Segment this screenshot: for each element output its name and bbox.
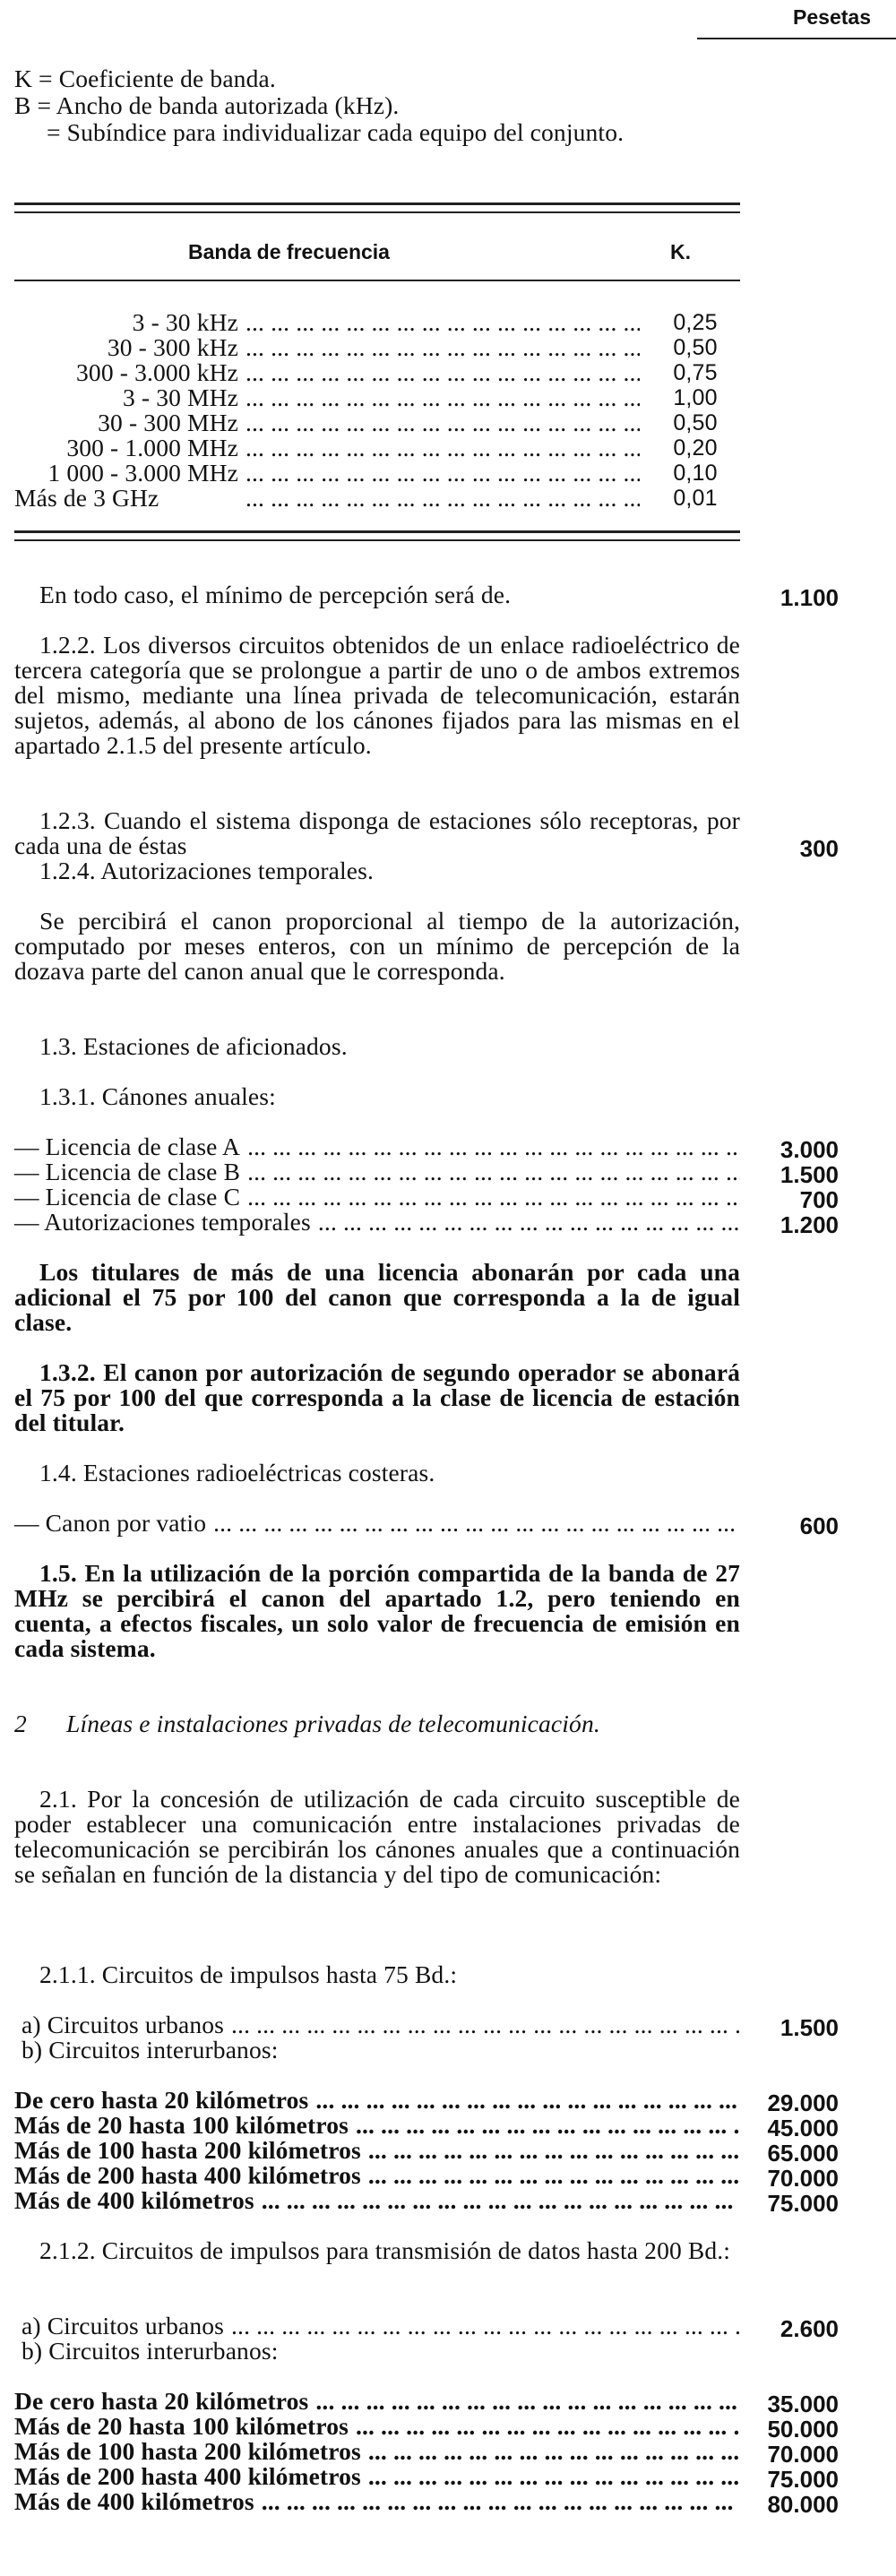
price-75-200-400: 70.000 — [767, 2165, 839, 2192]
table-row: De cero hasta 20 kilómetros ... . — [14, 2088, 740, 2113]
price-75-0-20: 29.000 — [767, 2089, 839, 2116]
heading-2-1-2: 2.1.2. Circuitos de impulsos para transmisión de datos hasta 200 Bd.: — [39, 2236, 731, 2264]
section-2-title: Líneas e instalaciones privadas de telecomunicación. — [66, 1710, 600, 1737]
price-urbanos-75: 1.500 — [780, 2014, 839, 2041]
heading-1-4: 1.4. Estaciones radioeléctricas costeras. — [39, 1459, 435, 1486]
heading-1-2-4: 1.2.4. Autorizaciones temporales. — [39, 857, 375, 884]
table-row: Más de 400 kilómetros ... . — [14, 2188, 740, 2213]
table-top-rule — [14, 202, 740, 213]
table-bottom-rule — [14, 530, 740, 541]
table-row: 1 000 - 3.000 MHz ... . 0,10 — [14, 461, 740, 486]
price-200-400: 80.000 — [767, 2491, 839, 2518]
table-row: 3 - 30 MHz ... . 1,00 — [14, 385, 740, 410]
list-item: — Canon por vatio ... . — [14, 1511, 740, 1536]
table-row: Más de 100 hasta 200 kilómetros ... . — [14, 2138, 740, 2163]
table-row: 300 - 1.000 MHz ... . 0,20 — [14, 435, 740, 461]
minimum-price: 1.100 — [780, 584, 839, 611]
legend-k: K = Coeficiente de banda. — [14, 65, 276, 92]
paragraph-1-2-4: Se percibirá el canon proporcional al tiempo de la autorización, computado por meses enteros, con un mínimo de percepción de la dozava parte del canon anual que le corresponda. — [14, 907, 740, 985]
minimum-text: En todo caso, el mínimo de percepción será de. — [39, 581, 512, 608]
table-header-rule — [14, 280, 740, 281]
interurbanos-200-label: b) Circuitos interurbanos: — [22, 2337, 279, 2365]
price-75-100-200: 65.000 — [767, 2140, 839, 2167]
paragraph-1-2-2: 1.2.2. Los diversos circuitos obtenidos de un enlace radioeléctrico de tercera categoría que se prolongue a partir de uno o de ambos extremos del mismo, mediante una línea privada de telecomunicación, estarán sujetos, además, al abono de los cánones fijados para las mismas en el apartado 2.1.5 del presente artículo. — [14, 631, 740, 759]
price-1-2-3: 300 — [799, 835, 839, 862]
price-licencia-c: 700 — [799, 1186, 839, 1213]
list-item: — Licencia de clase A ... . — [14, 1134, 740, 1159]
price-200-0-20: 35.000 — [767, 2391, 839, 2417]
paragraph-1-3-2: 1.3.2. El canon por autorización de segundo operador se abonará el 75 por 100 del que corresponda a la clase de licencia de estación del titular. — [14, 1358, 740, 1436]
table-row: Más de 20 hasta 100 kilómetros ... . — [14, 2113, 740, 2138]
table-row: Más de 100 hasta 200 kilómetros ... . — [14, 2439, 740, 2464]
price-urbanos-200: 2.600 — [780, 2315, 839, 2342]
table-row: Más de 3 GHz ... . 0,01 — [14, 486, 740, 511]
table-row: 300 - 3.000 kHz ... . 0,75 — [14, 360, 740, 385]
table-row: Más de 400 kilómetros ... . — [14, 2489, 740, 2514]
k-column-header: K. — [670, 240, 691, 263]
price-200-20-100: 50.000 — [767, 2416, 839, 2442]
heading-2-1-1: 2.1.1. Circuitos de impulsos hasta 75 Bd.: — [39, 1960, 458, 1988]
header-rule — [697, 38, 896, 39]
section-2-number: 2 — [14, 1710, 27, 1737]
band-column-header: Banda de frecuencia — [188, 240, 390, 263]
pesetas-column-header: Pesetas — [793, 5, 871, 29]
paragraph-2-1: 2.1. Por la concesión de utilización de cada circuito susceptible de poder establecer una comunicación entre instalaciones privadas de telecomunicación se percibirán los cánones anuales que a continuación se señalan en función de la distancia y del tipo de comunicación: — [14, 1785, 740, 1888]
list-item: — Licencia de clase B ... . — [14, 1159, 740, 1185]
list-item: — Autorizaciones temporales ... . — [14, 1210, 740, 1235]
price-75-20-100: 45.000 — [767, 2115, 839, 2141]
price-vatio: 600 — [799, 1512, 839, 1539]
table-row: Más de 200 hasta 400 kilómetros ... . — [14, 2464, 740, 2489]
list-item: a) Circuitos urbanos ... . — [14, 2313, 740, 2339]
heading-1-3-1: 1.3.1. Cánones anuales: — [39, 1082, 276, 1110]
table-row: De cero hasta 20 kilómetros ... . — [14, 2389, 740, 2414]
interurbanos-75-label: b) Circuitos interurbanos: — [22, 2036, 279, 2063]
paragraph-titulares: Los titulares de más de una licencia abonarán por cada una adicional el 75 por 100 del canon que corresponda a la de igual clase. — [14, 1258, 740, 1336]
price-200-100-200: 70.000 — [767, 2441, 839, 2468]
paragraph-1-5: 1.5. En la utilización de la porción compartida de la banda de 27 MHz se percibirá el canon del apartado 1.2, pero teniendo en cuenta, a efectos fiscales, un solo valor de frecuencia de emisión en cada sistema. — [14, 1559, 740, 1662]
legend-b: B = Ancho de banda autorizada (kHz). — [14, 91, 400, 119]
table-row: Más de 20 hasta 100 kilómetros ... . — [14, 2414, 740, 2439]
list-item: — Licencia de clase C ... . — [14, 1185, 740, 1210]
table-row: Más de 200 hasta 400 kilómetros ... . — [14, 2163, 740, 2188]
price-autorizaciones: 1.200 — [780, 1211, 839, 1238]
price-75-400: 75.000 — [767, 2190, 839, 2217]
paragraph-1-2-3: 1.2.3. Cuando el sistema disponga de estaciones sólo receptoras, por cada una de éstas — [14, 806, 740, 859]
table-row: 30 - 300 MHz ... . 0,50 — [14, 410, 740, 435]
legend-subindex: = Subíndice para individualizar cada equipo del conjunto. — [47, 118, 625, 146]
table-row: 30 - 300 kHz ... . 0,50 — [14, 335, 740, 360]
table-row: 3 - 30 kHz ... . 0,25 — [14, 310, 740, 335]
price-licencia-b: 1.500 — [780, 1161, 839, 1188]
price-200-200-400: 75.000 — [767, 2466, 839, 2493]
list-item: a) Circuitos urbanos ... . — [14, 2012, 740, 2038]
heading-1-3: 1.3. Estaciones de aficionados. — [39, 1032, 348, 1060]
price-licencia-a: 3.000 — [780, 1136, 839, 1163]
